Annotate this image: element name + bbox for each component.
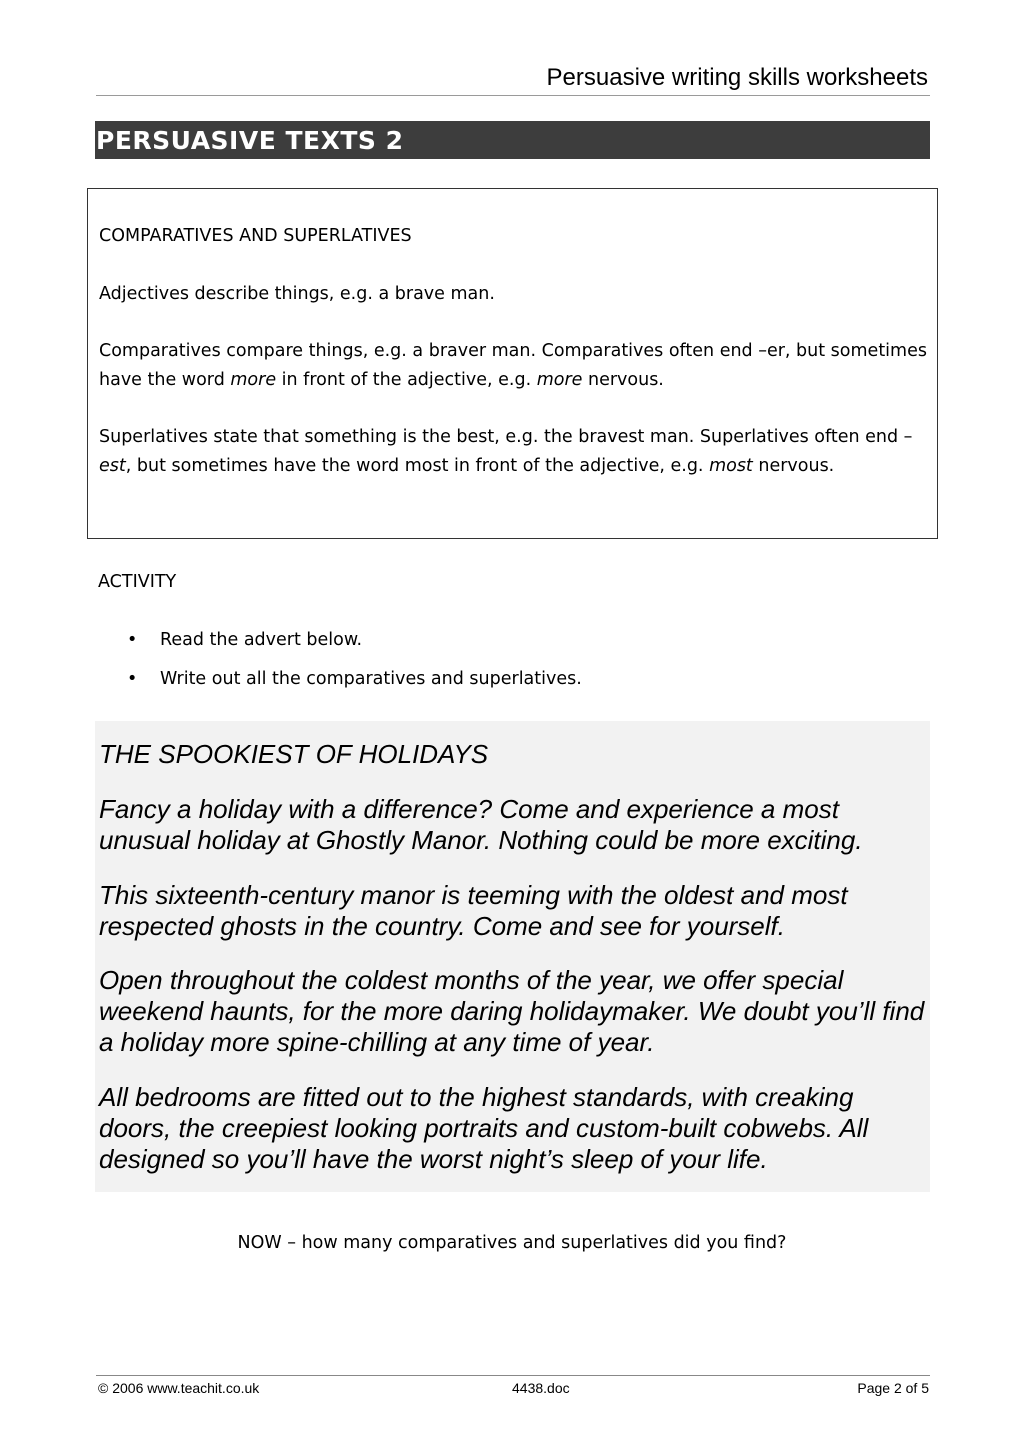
footer-page-number: Page 2 of 5 [857,1380,929,1396]
advert-title: THE SPOOKIEST OF HOLIDAYS [99,739,489,769]
info-heading: COMPARATIVES AND SUPERLATIVES [99,226,412,246]
advert-panel [95,721,930,1192]
activity-item [0,626,582,665]
comparatives-emphasis-2: more [536,370,583,390]
advert-paragraph: This sixteenth-century manor is teeming with the oldest and most respected ghosts in the country. Come and see for yourself. [99,880,848,941]
superlatives-definition [99,423,935,481]
activity-item-text: Write out all the comparatives and superlatives. [160,669,582,689]
comparatives-text-1: Comparatives compare things, e.g. a braver man. Comparatives often end –er, but sometimes have the word [99,341,927,390]
comparatives-definition [99,337,935,395]
advert-paragraph: Open throughout the coldest months of the year, we offer special weekend haunts, for the more daring holidaymaker. We doubt you’ll find a holiday more spine-chilling at any time of year. [99,965,925,1057]
footer-divider [96,1375,930,1376]
superlatives-text-3: nervous. [752,456,835,476]
comparatives-emphasis-1: more [230,370,277,390]
comparatives-text-2: in front of the adjective, e.g. [276,370,537,390]
header-divider [96,95,930,96]
comparatives-text-3: nervous. [582,370,664,390]
superlatives-text-2: , but sometimes have the word most in front of the adjective, e.g. [125,456,710,476]
footer-copyright: © 2006 www.teachit.co.uk [98,1380,260,1396]
worksheet-series-title: Persuasive writing skills worksheets [546,64,928,91]
activity-heading: ACTIVITY [98,572,177,592]
section-title-bar: PERSUASIVE TEXTS 2 [95,121,930,159]
activity-item [0,665,582,704]
advert-paragraph: All bedrooms are fitted out to the highest standards, with creaking doors, the creepiest looking portraits and custom-built cobwebs. All designed so you’ll have the worst night’s sleep of your life. [99,1082,869,1174]
footer-filename: 4438.doc [512,1380,570,1396]
advert-paragraph: Fancy a holiday with a difference? Come and experience a most unusual holiday at Ghostly Manor. Nothing could be more exciting. [99,794,863,855]
superlatives-emphasis-1: est [99,456,126,476]
superlatives-text-1: Superlatives state that something is the best, e.g. the bravest man. Superlatives often end – [99,427,913,447]
grammar-info-box [87,188,938,539]
bullet-icon: • [127,669,138,689]
closing-question: NOW – how many comparatives and superlatives did you find? [237,1233,787,1253]
bullet-icon: • [127,630,138,650]
superlatives-emphasis-2: most [709,456,753,476]
activity-item-text: Read the advert below. [160,630,363,650]
adjectives-definition: Adjectives describe things, e.g. a brave man. [99,284,495,304]
activity-list [0,626,582,704]
